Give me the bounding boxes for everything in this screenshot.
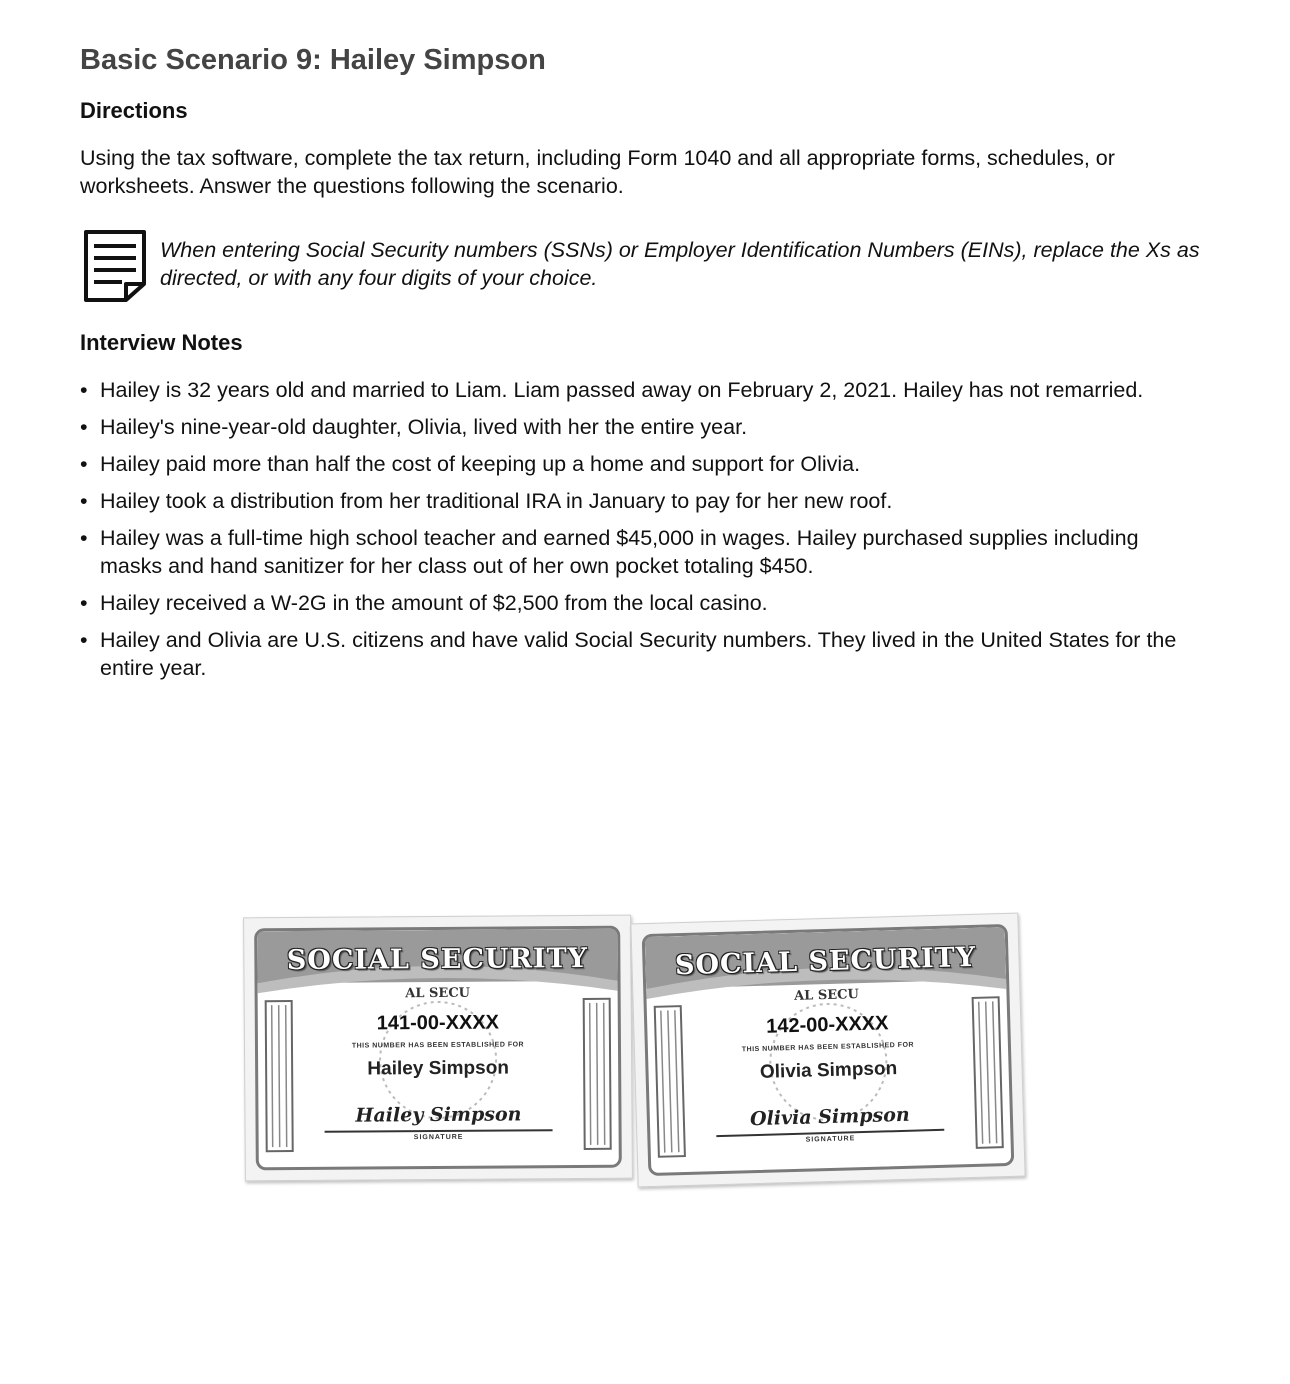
card-fine-print: THIS NUMBER HAS BEEN ESTABLISHED FOR (351, 1041, 525, 1050)
card-heading: SOCIAL SECURITY (286, 942, 589, 977)
list-item: • Hailey received a W-2G in the amount of $2,500 from the local casino. (80, 589, 1200, 617)
card-ssn: 142-00-XXXX (765, 1012, 889, 1038)
directions-text: Using the tax software, complete the tax return, including Form 1040 and all appropriate forms, schedules, or worksheets. Answer the questions following the scenario. (80, 146, 1115, 198)
list-item: • Hailey took a distribution from her traditional IRA in January to pay for her new roof. (80, 487, 1200, 515)
card-ssn: 141-00-XXXX (376, 1011, 500, 1035)
page-title: Basic Scenario 9: Hailey Simpson (80, 44, 546, 76)
card-seal-text: AL SECU (405, 985, 471, 1002)
list-item: • Hailey was a full-time high school teacher and earned $45,000 in wages. Hailey purchased supplies including masks and hand sanitizer for her class out of her own pocket totaling $450. (80, 524, 1200, 580)
directions-heading: Directions (80, 98, 188, 123)
list-item: • Hailey and Olivia are U.S. citizens and have valid Social Security numbers. They lived in the United States for the entire year. (80, 626, 1200, 682)
card-signature-label: SIGNATURE (805, 1135, 856, 1144)
interview-notes-heading: Interview Notes (80, 330, 243, 355)
note-icon (82, 228, 148, 304)
list-item: • Hailey paid more than half the cost of keeping up a home and support for Olivia. (80, 450, 1200, 478)
card-signature: Olivia Simpson (749, 1103, 910, 1131)
social-security-card-hailey (243, 915, 633, 1182)
card-fine-print: THIS NUMBER HAS BEEN ESTABLISHED FOR (741, 1041, 915, 1054)
card-signature-label: SIGNATURE (413, 1133, 464, 1142)
card-signature: Hailey Simpson (355, 1103, 522, 1127)
card-holder-name: Olivia Simpson (759, 1058, 898, 1083)
list-item: • Hailey is 32 years old and married to Liam. Liam passed away on February 2, 2021. Hailey has not remarried. (80, 376, 1200, 404)
interview-notes-list (80, 376, 1200, 691)
card-holder-name: Hailey Simpson (367, 1057, 509, 1080)
card-heading: SOCIAL SECURITY (674, 941, 977, 982)
card-seal-text: AL SECU (793, 987, 860, 1004)
note-callout (80, 226, 1210, 306)
list-item: • Hailey's nine-year-old daughter, Olivia, lived with her the entire year. (80, 413, 1200, 441)
social-security-card-olivia (630, 913, 1025, 1188)
note-text: When entering Social Security numbers (SSNs) or Employer Identification Numbers (EINs), replace the Xs as directed, or with any four digits of your choice. (160, 238, 1200, 290)
